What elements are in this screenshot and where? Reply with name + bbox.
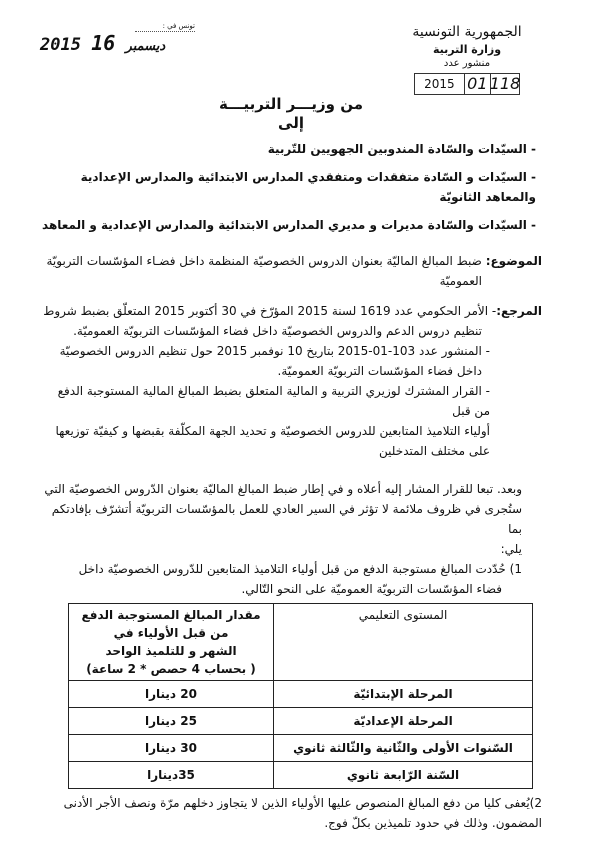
body-paragraph-line: يلي: (500, 542, 522, 556)
ministry-block (392, 22, 542, 95)
header-amount (69, 604, 274, 681)
level-cell: المرحلة الإعداديّة (274, 708, 533, 735)
header-republic: الجمهورية التونسية (412, 24, 522, 40)
level-cell: السّنة الرّابعة ثانوي (274, 762, 533, 789)
header-amount-line: ( بحساب 4 حصص * 2 ساعة) (86, 662, 256, 676)
reference-line: داخل فضاء المؤسّسات التربويّة العموميّة. (277, 364, 482, 378)
recipient-line: - السيّدات و السّادة متفقدات ومتفقدي المدارس الابتدائية والمدارس الإعدادية والمعاهد الثانويّة (80, 170, 536, 204)
circular-number-box (414, 73, 520, 95)
date-stamp (40, 32, 210, 58)
reference-line: - القرار المشترك لوزيري التربية و المالية المتعلق بضبط المبالغ المالية المستوجبة الدفع من قبل (57, 384, 490, 418)
amount-cell: 20 دينارا (69, 681, 274, 708)
closing-line: المضمون. وذلك في حدود تلميذين بكلّ فوج. (324, 816, 542, 830)
header-amount-line: الشهر و للتلميذ الواحد (105, 644, 237, 658)
table-row (69, 681, 533, 708)
header-circular-label: منشور عدد (443, 58, 491, 69)
amount-cell: 25 دينارا (69, 708, 274, 735)
level-cell: المرحلة الإبتدائيّة (274, 681, 533, 708)
reference-text: - الأمر الحكومي عدد 1619 لسنة 2015 المؤرّخ في 30 أكتوبر 2015 المتعلّق بضبط شروط (43, 304, 497, 318)
place-label: تونس في : (135, 22, 195, 32)
reference-line: تنظيم دروس الدعم والدروس الخصوصيّة داخل فضاء المؤسّسات التربويّة العموميّة. (73, 324, 482, 338)
fees-table (68, 603, 533, 789)
circular-code: 01 (465, 74, 491, 94)
body-paragraph-line: وبعد. تبعا للقرار المشار إليه أعلاه و في إطار ضبط المبالغ الماليّة بعنوان الدّروس الخصوصيّة التي (44, 482, 522, 496)
header-ministry: وزارة التربية (432, 43, 502, 56)
body-paragraph-line: فضاء المؤسّسات التربويّة العموميّة على النحو التّالي. (241, 582, 502, 596)
reference-label: المرجع: (496, 304, 542, 318)
letterhead (40, 22, 542, 95)
amount-cell: 35دينارا (69, 762, 274, 789)
subject-label: الموضوع: (485, 254, 542, 268)
date-day: 16 (91, 31, 116, 55)
body-paragraph-line: ستُجرى في ظروف ملائمة لا تؤثر في السير العادي للعمل بالمؤسّسات التربويّة أتشرّف بإفادتكم بما (51, 502, 522, 536)
circular-year: 2015 (415, 74, 465, 94)
table-row (69, 708, 533, 735)
date-month: ديسمبر (125, 39, 166, 54)
subject-line-2: العموميّة (439, 274, 482, 288)
subject-line (40, 251, 542, 271)
closing-line: 2)يُعفى كليا من دفع المبالغ المنصوص عليها الأولياء الذين لا يتجاوز دخلهم مرّة ونصف الأجر الأدنى (63, 796, 542, 810)
sender-block (40, 95, 542, 133)
reference-line (40, 301, 542, 321)
table-row (69, 762, 533, 789)
date-year: 2015 (40, 35, 81, 55)
date-block (40, 22, 210, 58)
circular-number: 118 (489, 74, 521, 93)
header-level: المستوى التعليمي (274, 604, 533, 681)
body-paragraph-line: 1) حُدّدت المبالغ مستوجبة الدفع من قبل أولياء التلاميذ المتابعين للدّروس الخصوصيّة داخل (78, 562, 522, 576)
table-header-row (69, 604, 533, 681)
sender-from: من وزيـــر التربيـــة (219, 95, 363, 113)
reference-line: - المنشور عدد 103-01-2015 بتاريخ 10 نوفمبر 2015 حول تنظيم الدروس الخصوصيّة (59, 344, 490, 358)
amount-cell: 30 دينارا (69, 735, 274, 762)
sender-to: إلى (278, 114, 304, 132)
level-cell: السّنوات الأولى والثّانية والثّالثة ثانوي (274, 735, 533, 762)
reference-line: على مختلف المتدخلين (379, 444, 490, 458)
recipient-line: - السيّدات والسّادة المندوبين الجهويين للتّربية (267, 142, 536, 156)
subject-text: ضبط المبالغ الماليّة بعنوان الدروس الخصوصيّة المنظمة داخل فضـاء المؤسّسات التربويّة (46, 254, 482, 268)
recipient-line: - السيّدات والسّادة مديرات و مديري المدارس الابتدائية والمدارس الإعدادية و المعاهد (42, 218, 536, 232)
header-amount-line: مقدار المبالغ المستوجبة الدفع من قبل الأولياء في (81, 608, 261, 640)
table-row (69, 735, 533, 762)
reference-line: أولياء التلاميذ المتابعين للدروس الخصوصيّة و تحديد الجهة المكلّفة بقبضها و كيفيّة توزيعها (55, 424, 490, 438)
